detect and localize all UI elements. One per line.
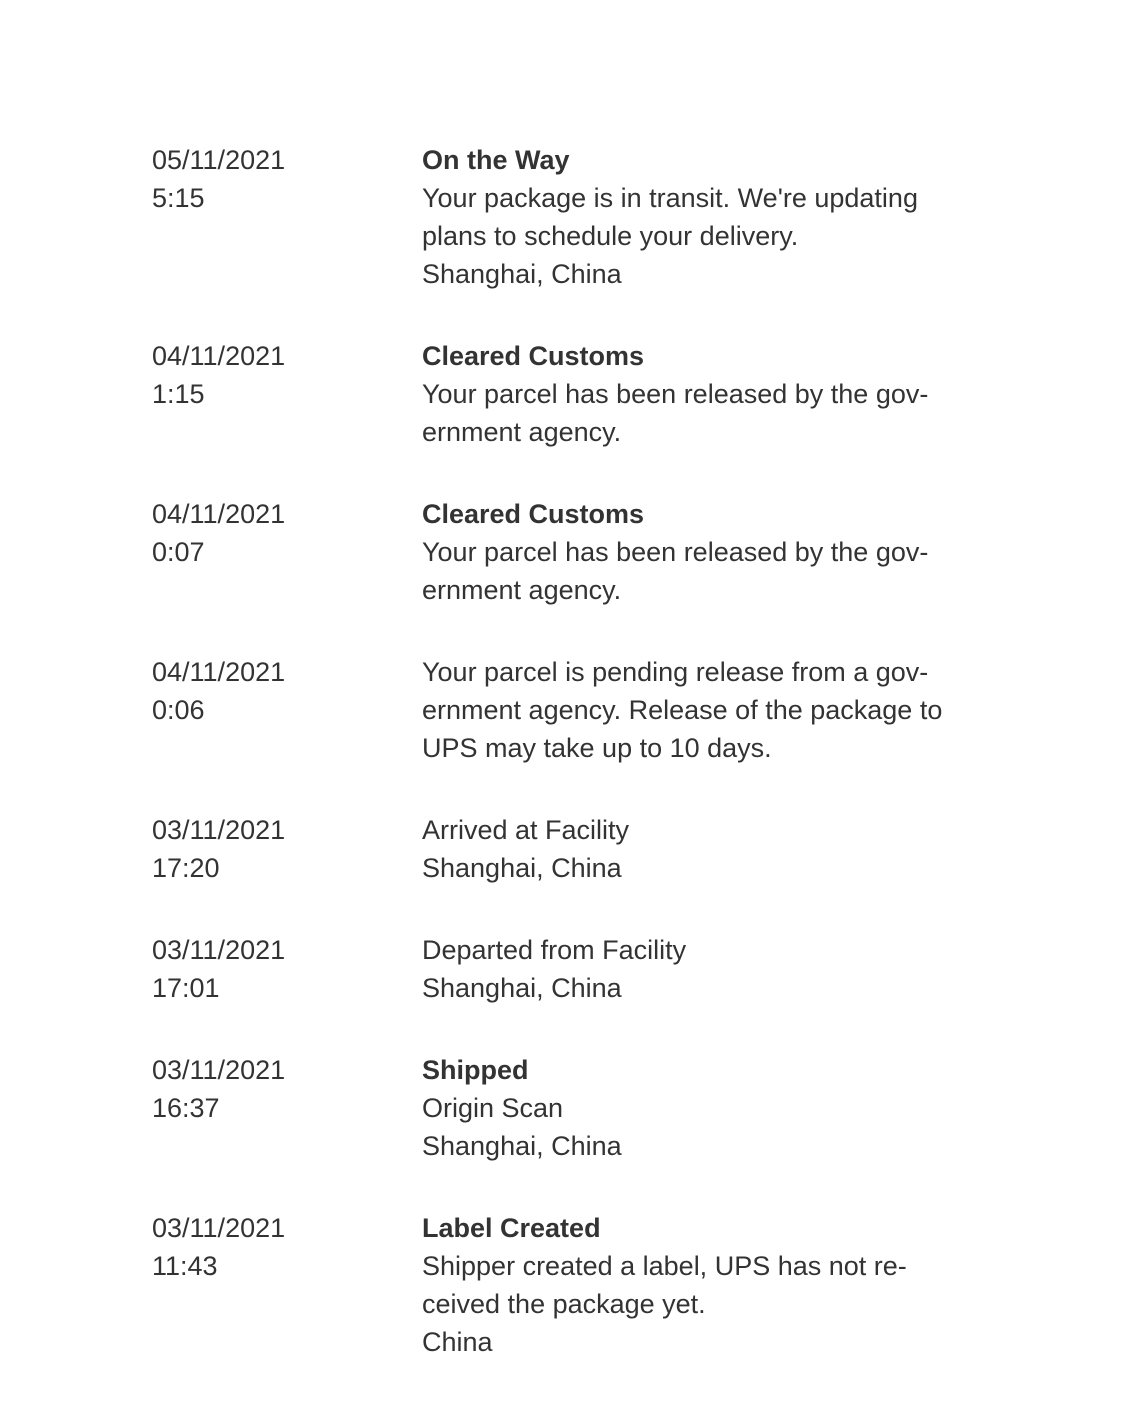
timeline-event	[152, 1051, 1012, 1209]
event-location: Shanghai, China	[422, 1131, 622, 1161]
event-details	[422, 1051, 982, 1165]
event-time: 1:15	[152, 379, 205, 409]
event-location: China	[422, 1327, 493, 1357]
timeline-event	[152, 337, 1012, 495]
timeline-event	[152, 495, 1012, 653]
event-time: 17:01	[152, 973, 220, 1003]
timeline-event	[152, 141, 1012, 337]
event-timestamp	[152, 1051, 422, 1127]
event-date: 03/11/2021	[152, 935, 286, 965]
event-description-line: Your parcel is pending release from a gov-	[422, 657, 929, 687]
event-date: 03/11/2021	[152, 1213, 286, 1243]
event-status: Label Created	[422, 1213, 601, 1243]
event-details	[422, 931, 982, 1007]
event-timestamp	[152, 653, 422, 729]
event-timestamp	[152, 337, 422, 413]
event-timestamp	[152, 141, 422, 217]
event-details	[422, 337, 982, 451]
event-details	[422, 1209, 982, 1361]
event-date: 04/11/2021	[152, 341, 286, 371]
event-status: Cleared Customs	[422, 341, 645, 371]
event-time: 16:37	[152, 1093, 220, 1123]
event-description-line: ernment agency. Release of the package to	[422, 695, 943, 725]
event-details	[422, 495, 982, 609]
event-status: On the Way	[422, 145, 570, 175]
event-location: Shanghai, China	[422, 853, 622, 883]
event-description-line: ernment agency.	[422, 417, 622, 447]
event-date: 03/11/2021	[152, 815, 286, 845]
event-timestamp	[152, 811, 422, 887]
event-description-line: Your parcel has been released by the gov-	[422, 379, 929, 409]
event-date: 05/11/2021	[152, 145, 286, 175]
event-timestamp	[152, 1209, 422, 1285]
timeline-event	[152, 811, 1012, 931]
event-time: 17:20	[152, 853, 220, 883]
event-date: 04/11/2021	[152, 499, 286, 529]
event-description-line: Your parcel has been released by the gov-	[422, 537, 929, 567]
event-timestamp	[152, 931, 422, 1007]
event-time: 0:06	[152, 695, 205, 725]
event-description-line: Departed from Facility	[422, 935, 687, 965]
event-status: Cleared Customs	[422, 499, 645, 529]
event-location: Shanghai, China	[422, 259, 622, 289]
event-date: 04/11/2021	[152, 657, 286, 687]
event-description-line: Arrived at Facility	[422, 815, 630, 845]
event-description-line: UPS may take up to 10 days.	[422, 733, 772, 763]
event-description-line: ceived the package yet.	[422, 1289, 706, 1319]
event-description-line: ernment agency.	[422, 575, 622, 605]
tracking-timeline	[152, 141, 1012, 1367]
event-details	[422, 653, 982, 767]
event-date: 03/11/2021	[152, 1055, 286, 1085]
timeline-event	[152, 931, 1012, 1051]
event-description-line: plans to schedule your delivery.	[422, 221, 799, 251]
event-details	[422, 141, 982, 293]
event-description-line: Origin Scan	[422, 1093, 564, 1123]
event-location: Shanghai, China	[422, 973, 622, 1003]
event-description-line: Shipper created a label, UPS has not re-	[422, 1251, 907, 1281]
event-details	[422, 811, 982, 887]
event-time: 0:07	[152, 537, 205, 567]
timeline-event	[152, 653, 1012, 811]
event-status: Shipped	[422, 1055, 529, 1085]
event-description-line: Your package is in transit. We're updating	[422, 183, 918, 213]
event-timestamp	[152, 495, 422, 571]
timeline-event	[152, 1209, 1012, 1367]
event-time: 11:43	[152, 1251, 218, 1281]
event-time: 5:15	[152, 183, 205, 213]
